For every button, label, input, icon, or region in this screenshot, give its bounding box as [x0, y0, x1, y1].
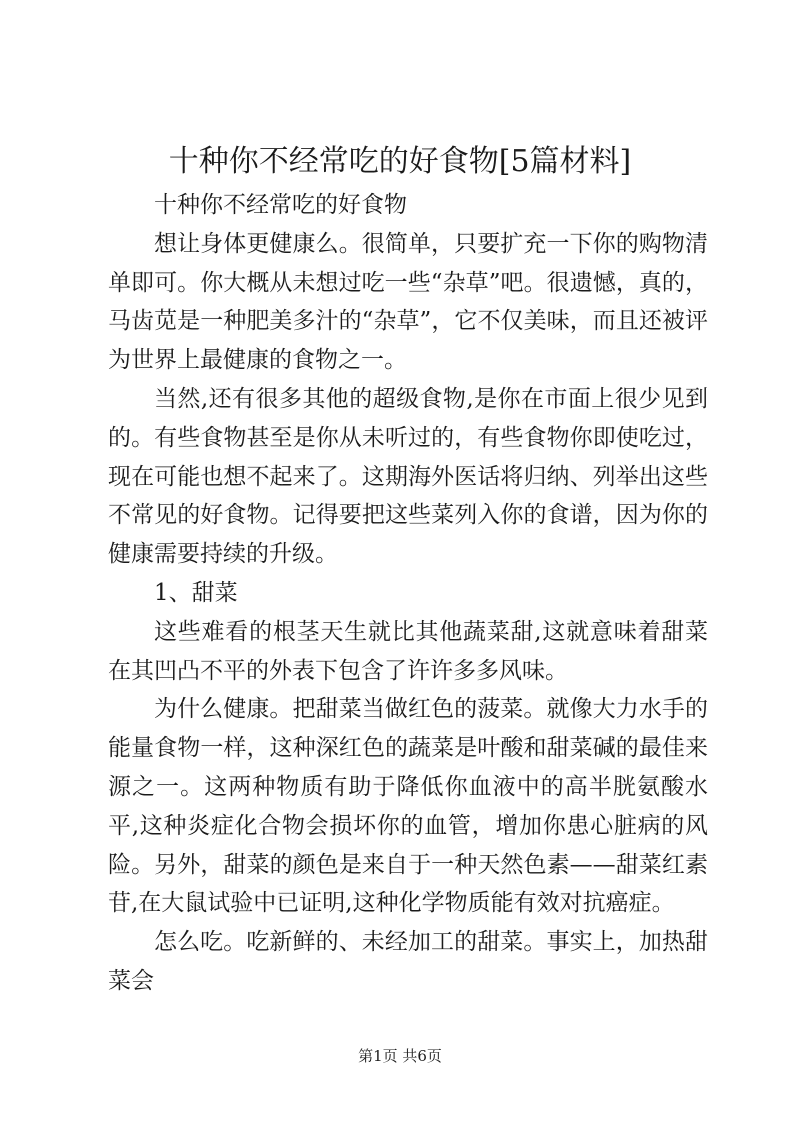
paragraph-beet-howto: 怎么吃。吃新鲜的、未经加工的甜菜。事实上，加热甜菜会: [108, 929, 708, 994]
section-heading-beet: 1、甜菜: [154, 579, 238, 606]
paragraph-superfoods: 当然,还有很多其他的超级食物,是你在市面上很少见到的。有些食物甚至是你从未听过的，有些食物你即使吃过，现在可能也想不起来了。这期海外医话将归纳、列举出这些不常见的好食物。记得要把这些菜列入你的食谱，因为你的健康需要持续的升级。: [108, 385, 708, 568]
paragraph-subtitle: 十种你不经常吃的好食物: [154, 192, 407, 218]
document-title: 十种你不经常吃的好食物[5篇材料]: [168, 144, 632, 179]
page-number-footer: 第1页 共6页: [358, 1047, 442, 1065]
paragraph-beet-health: 为什么健康。把甜菜当做红色的菠菜。就像大力水手的能量食物一样，这种深红色的蔬菜是叶酸和甜菜碱的最佳来源之一。这两种物质有助于降低你血液中的高半胱氨酸水平,这种炎症化合物会损坏你的血管，增加你患心脏病的风险。另外，甜菜的颜色是来自于一种天然色素——甜菜红素苷,在大鼠试验中已证明,这种化学物质能有效对抗癌症。: [108, 696, 708, 917]
paragraph-beet-description: 这些难看的根茎天生就比其他蔬菜甜,这就意味着甜菜在其凹凸不平的外表下包含了许许多多风味。: [108, 618, 708, 684]
document-body: [108, 186, 708, 1001]
paragraph-intro: 想让身体更健康么。很简单，只要扩充一下你的购物清单即可。你大概从未想过吃一些“杂草”吧。很遗憾，真的，马齿苋是一种肥美多汁的“杂草”，它不仅美味，而且还被评为世界上最健康的食物之一。: [108, 230, 708, 374]
